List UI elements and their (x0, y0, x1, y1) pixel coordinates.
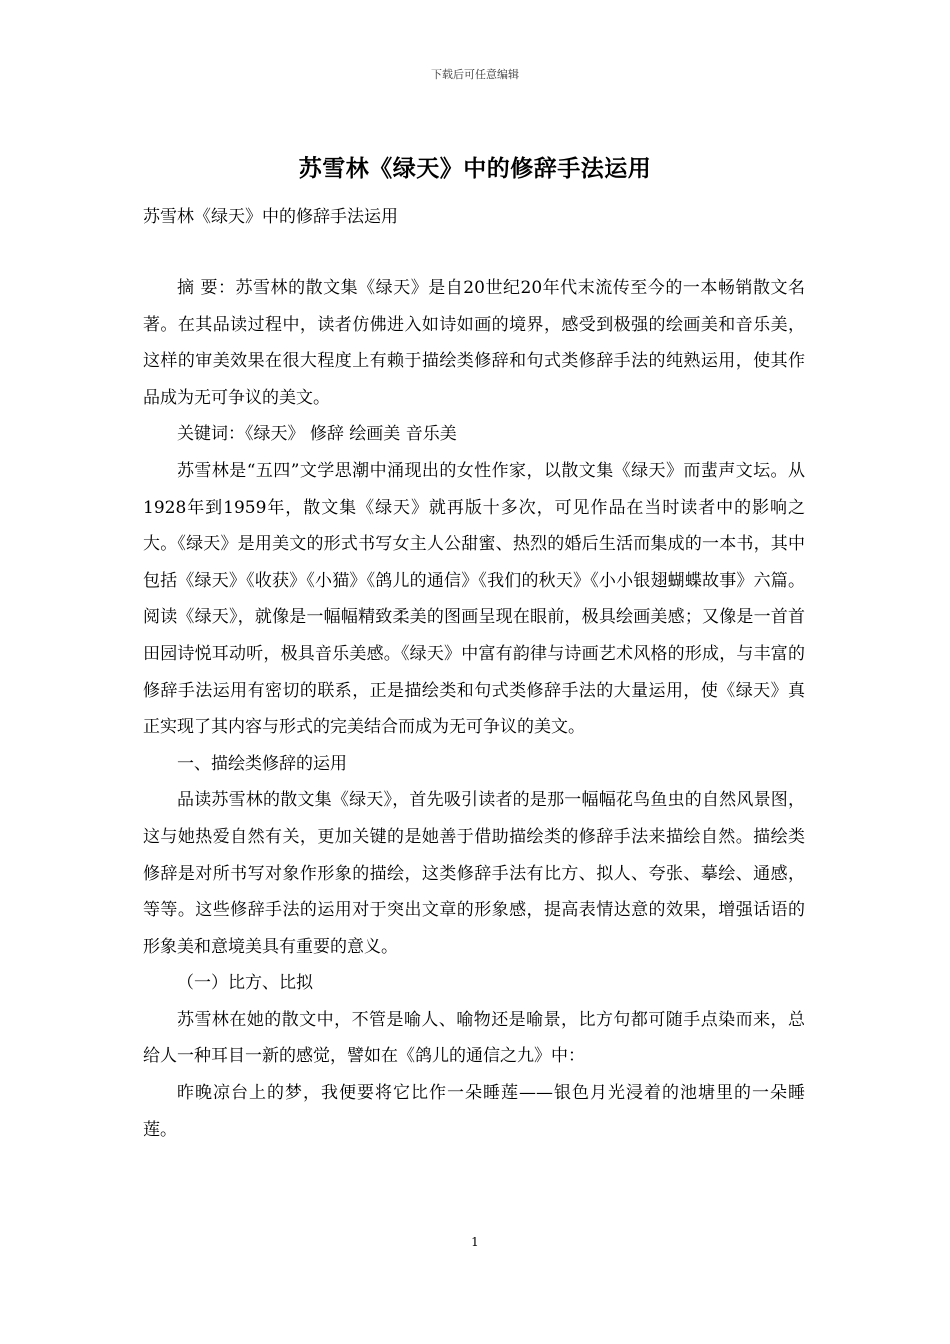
subsection-heading: （一）比方、比拟 (177, 973, 313, 994)
quote-paragraph: 昨晚凉台上的梦，我便要将它比作一朵睡莲——银色月光浸着的池塘里的一朵睡莲。 (143, 1083, 805, 1140)
keywords-paragraph: 关键词：《绿天》 修辞 绘画美 音乐美 (177, 424, 457, 445)
abstract-paragraph: 摘 要：苏雪林的散文集《绿天》是自20世纪20年代末流传至今的一本畅销散文名著。在其品读过程中，读者仿佛进入如诗如画的境界，感受到极强的绘画美和音乐美，这样的审美效果在很大程度上有赖于描绘类修辞和句式类修辞手法的纯熟运用，使其作品成为无可争议的美文。 (143, 278, 805, 408)
intro-paragraph: 苏雪林是“五四”文学思潮中涌现出的女性作家，以散文集《绿天》而蜚声文坛。从1928年到1959年，散文集《绿天》就再版十多次，可见作品在当时读者中的影响之大。《绿天》是用美文的形式书写女主人公甜蜜、热烈的婚后生活而集成的一本书，其中包括《绿天》《收获》《小猫》《鸽儿的通信》《我们的秋天》《小小银翅蝴蝶故事》六篇。阅读《绿天》，就像是一幅幅精致柔美的图画呈现在眼前，极具绘画美感；又像是一首首田园诗悦耳动听，极具音乐美感。《绿天》中富有韵律与诗画艺术风格的形成，与丰富的修辞手法运用有密切的联系，正是描绘类和句式类修辞手法的大量运用，使《绿天》真正实现了其内容与形式的完美结合而成为无可争议的美文。 (143, 460, 805, 738)
document-body (143, 270, 805, 1148)
section-heading: 一、描绘类修辞的运用 (177, 753, 347, 774)
subsection-paragraph: 苏雪林在她的散文中，不管是喻人、喻物还是喻景，比方句都可随手点染而来，总给人一种耳目一新的感觉，譬如在《鸽儿的通信之九》中： (143, 1009, 805, 1067)
header-note: 下载后可任意编辑 (431, 68, 519, 81)
page-number: 1 (471, 1235, 479, 1249)
document-subtitle: 苏雪林《绿天》中的修辞手法运用 (143, 207, 398, 227)
document-title: 苏雪林《绿天》中的修辞手法运用 (298, 155, 652, 182)
section-paragraph: 品读苏雪林的散文集《绿天》，首先吸引读者的是那一幅幅花鸟鱼虫的自然风景图，这与她热爱自然有关，更加关键的是她善于借助描绘类的修辞手法来描绘自然。描绘类修辞是对所书写对象作形象的描绘，这类修辞手法有比方、拟人、夸张、摹绘、通感，等等。这些修辞手法的运用对于突出文章的形象感，提高表情达意的效果，增强话语的形象美和意境美具有重要的意义。 (143, 790, 805, 957)
